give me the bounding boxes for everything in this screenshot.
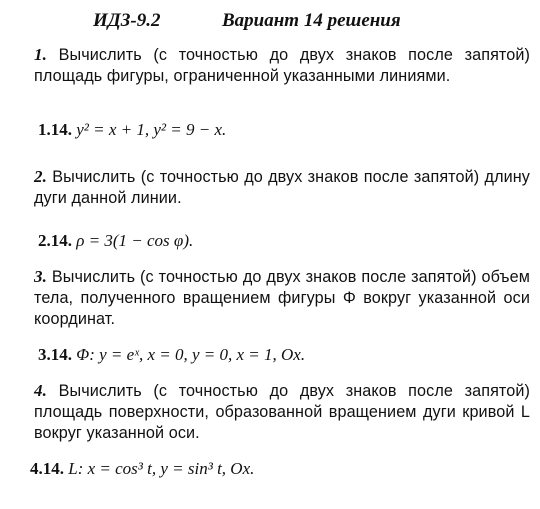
task-1-answer-label: 1.14. xyxy=(38,120,72,139)
task-4-statement xyxy=(12,380,530,444)
task-2-answer xyxy=(38,230,193,252)
page-header xyxy=(0,10,540,34)
task-4-answer-label: 4.14. xyxy=(30,459,64,478)
task-3-answer-expression: Φ: y = eˣ, x = 0, y = 0, x = 1, Ox. xyxy=(76,345,306,364)
task-4-number: 4. xyxy=(34,381,47,400)
task-2-answer-label: 2.14. xyxy=(38,231,72,250)
assignment-title: ИДЗ-9.2 xyxy=(93,10,161,31)
task-1-answer xyxy=(38,119,226,141)
task-2-number: 2. xyxy=(34,167,47,186)
task-3-answer-label: 3.14. xyxy=(38,345,72,364)
task-4-text: Вычислить (с точностью до двух знаков после запятой) площадь поверхности, образованной вращением дуги кривой L вокруг указанной оси. xyxy=(34,382,531,442)
task-1-statement xyxy=(12,44,530,87)
task-4-answer xyxy=(30,458,254,480)
task-1-text: Вычислить (с точностью до двух знаков после запятой) площадь фигуры, ограниченной указанными линиями. xyxy=(34,46,531,85)
task-3-statement xyxy=(12,266,530,330)
task-3-text: Вычислить (с точностью до двух знаков после запятой) объем тела, полученного вращением фигуры Φ вокруг указанной оси координат. xyxy=(34,268,530,328)
task-1-answer-expression: y² = x + 1, y² = 9 − x. xyxy=(76,120,227,139)
task-2-answer-expression: ρ = 3(1 − cos φ). xyxy=(76,231,194,250)
variant-title: Вариант 14 решения xyxy=(222,10,401,31)
task-3-number: 3. xyxy=(34,267,47,286)
task-2-statement xyxy=(12,166,530,209)
task-3-answer xyxy=(38,344,305,366)
task-1-number: 1. xyxy=(34,45,47,64)
task-4-answer-expression: L: x = cos³ t, y = sin³ t, Ox. xyxy=(68,459,255,478)
task-2-text: Вычислить (с точностью до двух знаков после запятой) длину дуги данной линии. xyxy=(34,168,530,207)
